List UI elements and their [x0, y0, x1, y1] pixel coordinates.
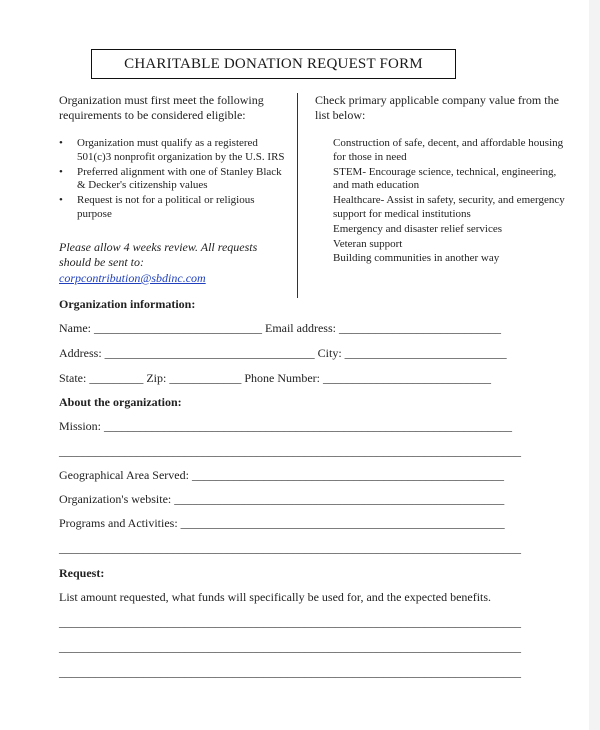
name-email-field[interactable]: Name: ____________________________ Email address: ___________________________: [59, 321, 501, 335]
requirement-item: • Request is not for a political or religious purpose: [59, 194, 255, 220]
mission-continuation-line[interactable]: _____________________________________________________________________________: [59, 444, 521, 458]
form-title: CHARITABLE DONATION REQUEST FORM: [91, 49, 456, 79]
bullet-icon: •: [59, 165, 63, 178]
request-line[interactable]: _____________________________________________________________________________: [59, 615, 521, 629]
org-info-heading: Organization information:: [59, 297, 196, 311]
value-option[interactable]: Construction of safe, decent, and affordable housing for those in need: [333, 137, 564, 163]
bullet-icon: •: [59, 137, 63, 149]
value-option[interactable]: Building communities in another way: [333, 252, 500, 265]
requirement-item: • Organization must qualify as a registered 501(c)3 nonprofit organization by the U.S. IRS: [59, 137, 285, 163]
address-city-field[interactable]: Address: ___________________________________ City: ___________________________: [59, 346, 507, 360]
review-note: Please allow 4 weeks review. All requests should be sent to: corpcontribution@sbdinc.com: [59, 239, 258, 285]
request-prompt: List amount requested, what funds will specifically be used for, and the expected benefits.: [59, 590, 492, 604]
value-option[interactable]: Healthcare- Assist in safety, security, and emergency support for medical institutions: [333, 194, 565, 220]
value-option[interactable]: STEM- Encourage science, technical, engineering, and math education: [333, 165, 557, 192]
request-line[interactable]: _____________________________________________________________________________: [59, 640, 521, 654]
website-field[interactable]: Organization's website: _______________________________________________________: [59, 492, 505, 506]
bullet-icon: •: [59, 194, 63, 207]
eligibility-column: [59, 93, 289, 286]
value-option[interactable]: Emergency and disaster relief services: [333, 222, 503, 235]
requirements-list: [59, 137, 289, 222]
requirement-item: • Preferred alignment with one of Stanley Black & Decker's citizenship values: [59, 165, 282, 192]
contact-email-link[interactable]: corpcontribution@sbdinc.com: [59, 270, 206, 285]
request-heading: Request:: [59, 566, 105, 580]
state-zip-phone-field[interactable]: State: _________ Zip: ____________ Phone Number: ____________________________: [59, 371, 491, 385]
programs-continuation-line[interactable]: _____________________________________________________________________________: [59, 541, 521, 555]
programs-field[interactable]: Programs and Activities: ______________________________________________________: [59, 516, 505, 530]
mission-field[interactable]: Mission: ____________________________________________________________________: [59, 419, 513, 433]
eligibility-intro: Organization must first meet the following requirements to be considered eligible:: [59, 93, 264, 122]
geographical-area-field[interactable]: Geographical Area Served: ____________________________________________________: [59, 468, 504, 482]
value-option[interactable]: Veteran support: [333, 237, 403, 250]
about-org-heading: About the organization:: [59, 395, 182, 409]
values-list: [315, 137, 565, 266]
column-divider: [297, 93, 298, 298]
request-line[interactable]: _____________________________________________________________________________: [59, 665, 521, 679]
company-values-column: [315, 93, 565, 267]
values-intro: Check primary applicable company value from the list below:: [315, 93, 559, 122]
